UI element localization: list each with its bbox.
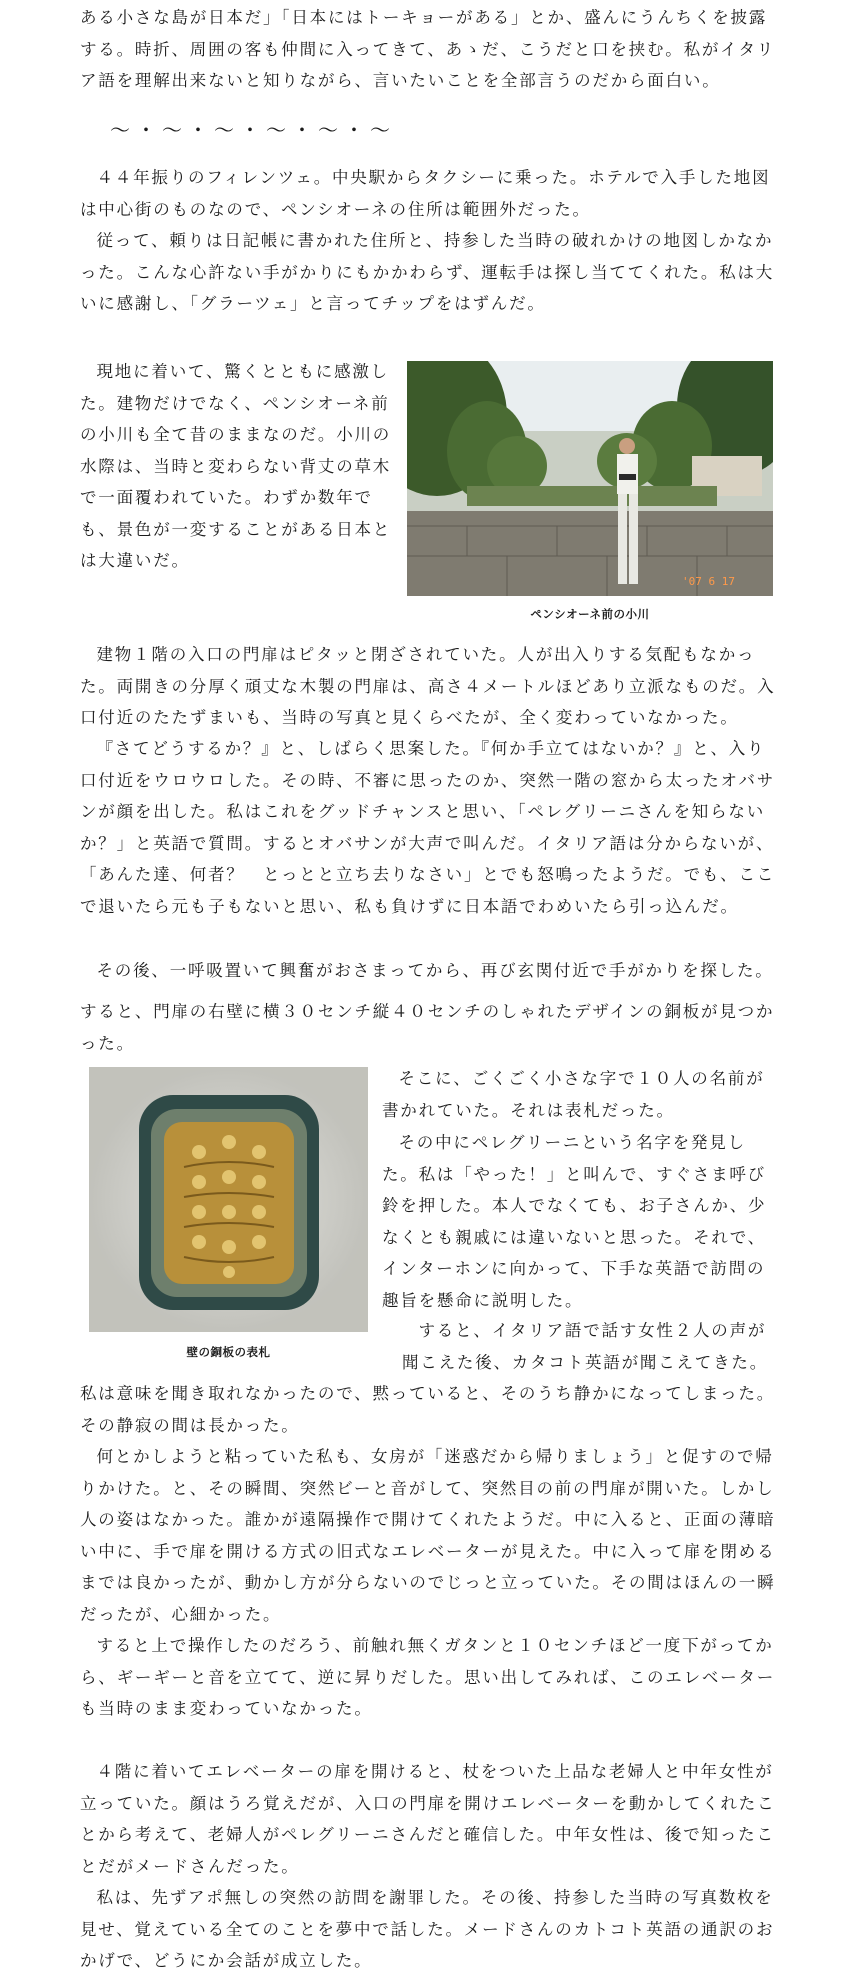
paragraph: すると、イタリア語で話す女性２人の声が聞こえた後、カタコト英語が聞こえてきた。 bbox=[402, 1321, 768, 1372]
paragraph: 『さてどうするか？』と、しばらく思案した。『何か手立てはないか？』と、入り口付近をウロウロした。その時、不審に思ったのか、突然一階の窓から太ったオバサンが顔を出した。私はこれをグッドチャンスと思い、「ペレグリーニさんを知らないか？」と英語で質問。するとオバサンが大声で叫んだ。イタリア語は分からないが、「あんた達、何者？ とっとと立ち去りなさい」とでも怒鳴ったようだ。でも、ここで退いたら元も子もないと思い、私も負けずに日本語でわめいたら引っ込んだ。 bbox=[80, 739, 776, 916]
paragraph: 私は意味を聞き取れなかったので、黙っていると、そのうち静かになってしまった。その静寂の間は長かった。 bbox=[80, 1384, 776, 1435]
paragraph: 建物１階の入口の門扉はピタッと閉ざされていた。人が出入りする気配もなかった。両開きの分厚く頑丈な木製の門扉は、高さ４メートルほどあり立派なものだ。入口付近のたたずまいも、当時の写真と見くらべたが、全く変わっていなかった。 bbox=[80, 645, 776, 727]
paragraph: 現地に着いて、驚くとともに感激した。建物だけでなく、ペンシオーネ前の小川も全て昔のままなのだ。小川の水際は、当時と変わらない背丈の草木で一面覆われていた。わずか数年でも、景色が一変することがある日本とは大違いだ。 bbox=[80, 362, 392, 570]
paragraph: すると上で操作したのだろう、前触れ無くガタンと１０センチほど一度下がってから、ギーギーと音を立てて、逆に昇りだした。思い出してみれば、このエレベーターも当時のまま変わっていなかった。 bbox=[80, 1636, 776, 1718]
river-photo-image bbox=[407, 361, 773, 596]
paragraph: すると、門扉の右壁に横３０センチ縦４０センチのしゃれたデザインの銅板が見つかった。 bbox=[80, 1002, 775, 1053]
paragraph: ４階に着いてエレベーターの扉を開けると、杖をついた上品な老婦人と中年女性が立っていた。顔はうろ覚えだが、入口の門扉を開けエレベーターを動かしてくれたことから考えて、老婦人がペレグリーニさんだと確信した。中年女性は、後で知ったことだがメードさんだった。 bbox=[80, 1762, 776, 1876]
paragraph: 私は、先ずアポ無しの突然の訪問を謝罪した。その後、持参した当時の写真数枚を見せ、覚えている全てのことを夢中で話した。メードさんのカトコト英語の通訳のおかげで、どうにか会話が成立した。 bbox=[80, 1888, 775, 1970]
paragraph: その後、一呼吸置いて興奮がおさまってから、再び玄関付近で手がかりを探した。 bbox=[96, 961, 774, 980]
paragraph: ある小さな島が日本だ」「日本にはトーキョーがある」とか、盛んにうんちくを披露する。時折、周囲の客も仲間に入ってきて、あゝだ、こうだと口を挟む。私がイタリア語を理解出来ないと知りながら、言いたいことを全部言うのだから面白い。 bbox=[80, 8, 776, 90]
paragraph: 従って、頼りは日記帳に書かれた住所と、持参した当時の破れかけの地図しかなかった。こんな心許ない手がかりにもかかわらず、運転手は探し当ててくれた。私は大いに感謝し、「グラーツェ」と言ってチップをはずんだ。 bbox=[80, 231, 775, 313]
paragraph: その中にペレグリーニという名字を発見した。私は「やった！」と叫んで、すぐさま呼び鈴を押した。本人でなくても、お子さんか、少なくとも親戚には違いないと思った。それで、インターホンに向かって、下手な英語で訪問の趣旨を懸命に説明した。 bbox=[382, 1133, 767, 1310]
section-divider: ～・～・～・～・～・～ bbox=[110, 118, 396, 142]
nameplate-photo-image bbox=[89, 1067, 368, 1332]
nameplate-photo bbox=[89, 1067, 368, 1332]
river-photo-caption: ペンシオーネ前の小川 bbox=[530, 607, 650, 621]
paragraph: ４４年振りのフィレンツェ。中央駅からタクシーに乗った。ホテルで入手した地図は中心街のものなので、ペンシオーネの住所は範囲外だった。 bbox=[80, 168, 771, 219]
river-photo bbox=[407, 361, 773, 596]
nameplate-photo-caption: 壁の銅板の表札 bbox=[186, 1345, 271, 1359]
paragraph: そこに、ごくごく小さな字で１０人の名前が書かれていた。それは表札だった。 bbox=[382, 1069, 765, 1120]
date-stamp: '07 6 17 bbox=[682, 575, 735, 588]
paragraph: 何とかしようと粘っていた私も、女房が「迷惑だから帰りましょう」と促すので帰りかけた。と、その瞬間、突然ビーと音がして、突然目の前の門扉が開いた。しかし人の姿はなかった。誰かが遠隔操作で開けてくれたようだ。中に入ると、正面の薄暗い中に、手で扉を開ける方式の旧式なエレベーターが見えた。中に入って扉を閉めるまでは良かったが、動かし方が分らないのでじっと立っていた。その間はほんの一瞬だったが、心細かった。 bbox=[80, 1447, 776, 1624]
